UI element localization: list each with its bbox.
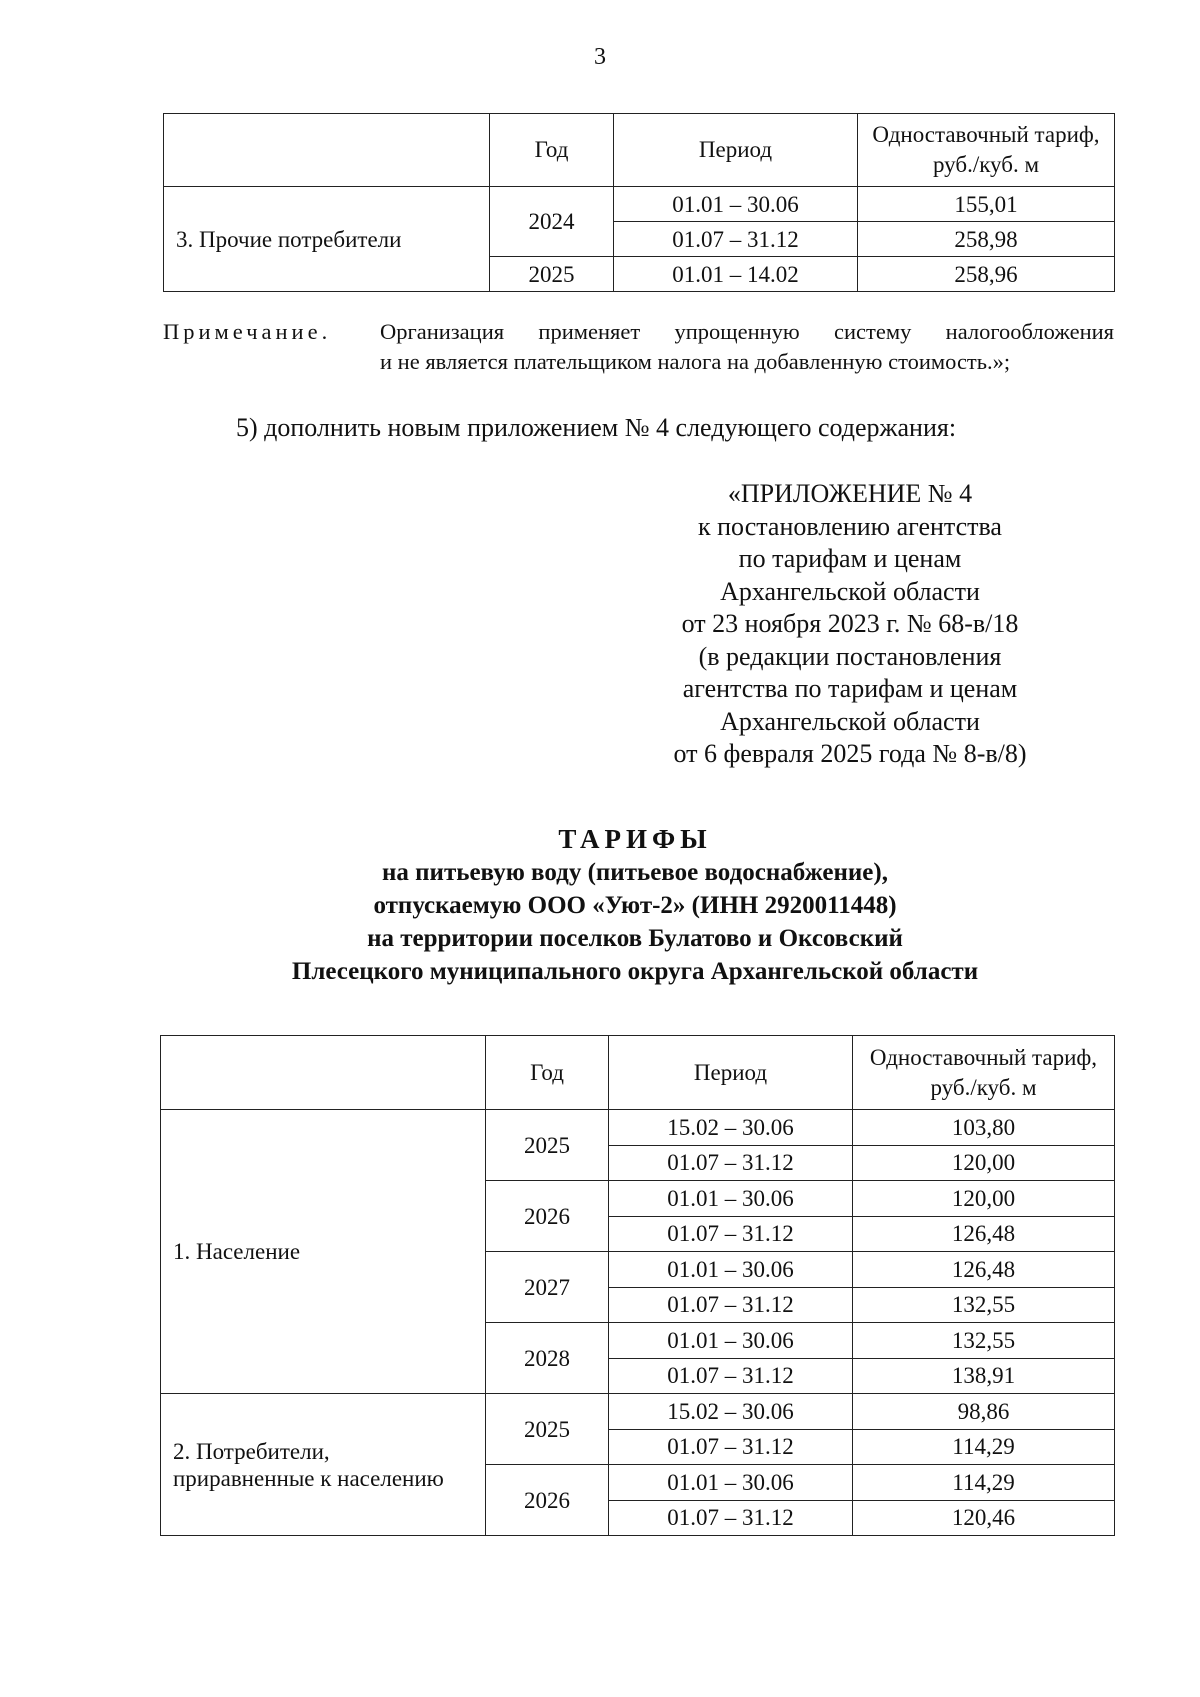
tariff-cell: 114,29 bbox=[853, 1429, 1115, 1465]
year-cell: 2025 bbox=[486, 1110, 609, 1181]
appendix-line: от 23 ноября 2023 г. № 68-в/18 bbox=[681, 609, 1019, 638]
year-cell: 2028 bbox=[486, 1323, 609, 1394]
appendix-line: по тарифам и ценам bbox=[738, 544, 962, 573]
tariff-cell: 258,96 bbox=[858, 257, 1115, 292]
year-cell: 2025 bbox=[486, 1394, 609, 1465]
header-year: Год bbox=[490, 114, 614, 187]
period-cell: 01.07 – 31.12 bbox=[609, 1500, 853, 1536]
period-cell: 01.01 – 30.06 bbox=[614, 187, 858, 222]
tariff-cell: 138,91 bbox=[853, 1358, 1115, 1394]
tariff-cell: 120,46 bbox=[853, 1500, 1115, 1536]
year-cell: 2026 bbox=[486, 1465, 609, 1536]
appendix-line: агентства по тарифам и ценам bbox=[682, 674, 1018, 703]
tariff-cell: 132,55 bbox=[853, 1287, 1115, 1323]
header-tariff-line1: Одноставочный тариф, bbox=[872, 122, 1100, 147]
period-cell: 01.07 – 31.12 bbox=[609, 1429, 853, 1465]
title-line: на питьевую воду (питьевое водоснабжение), bbox=[382, 859, 888, 886]
table-header-row bbox=[161, 1036, 1115, 1110]
category-line1: 2. Потребители, bbox=[173, 1438, 330, 1464]
note-line-1: Организация применяет упрощенную систему налогообложения bbox=[380, 319, 1114, 344]
appendix-line: Архангельской области bbox=[720, 706, 980, 736]
header-tariff bbox=[858, 114, 1115, 187]
period-cell: 01.01 – 14.02 bbox=[614, 257, 858, 292]
header-tariff bbox=[853, 1036, 1115, 1110]
year-cell: 2026 bbox=[486, 1181, 609, 1252]
category-cell bbox=[161, 1394, 486, 1536]
tariff-cell: 103,80 bbox=[853, 1110, 1115, 1146]
period-cell: 01.07 – 31.12 bbox=[609, 1358, 853, 1394]
period-cell: 01.01 – 30.06 bbox=[609, 1323, 853, 1359]
tariff-cell: 132,55 bbox=[853, 1323, 1115, 1359]
period-cell: 15.02 – 30.06 bbox=[609, 1110, 853, 1146]
tariff-cell: 114,29 bbox=[853, 1465, 1115, 1501]
appendix-header bbox=[600, 478, 1100, 771]
tariff-cell: 258,98 bbox=[858, 222, 1115, 257]
header-tariff-line1: Одноставочный тариф, bbox=[869, 1044, 1098, 1070]
category-line2: приравненные к населению bbox=[173, 1465, 444, 1491]
tariff-cell: 98,86 bbox=[853, 1394, 1115, 1430]
period-cell: 01.01 – 30.06 bbox=[609, 1252, 853, 1288]
tariff-cell: 120,00 bbox=[853, 1181, 1115, 1217]
title-line: на территории поселков Булатово и Оксовский bbox=[367, 925, 903, 952]
appendix-line: к постановлению агентства bbox=[698, 511, 1002, 541]
appendix-line: «ПРИЛОЖЕНИЕ № 4 bbox=[727, 479, 973, 508]
amendment-point-5: 5) дополнить новым приложением № 4 следующего содержания: bbox=[236, 413, 957, 442]
year-cell: 2027 bbox=[486, 1252, 609, 1323]
title-line: Плесецкого муниципального округа Архангельской области bbox=[291, 958, 979, 985]
header-year: Год bbox=[486, 1036, 609, 1110]
tariff-table-other-consumers bbox=[163, 113, 1115, 292]
appendix-line: (в редакции постановления bbox=[698, 641, 1002, 671]
appendix-line: Архангельской области bbox=[720, 576, 980, 606]
table-row bbox=[161, 1394, 1115, 1430]
document-title bbox=[0, 823, 1200, 988]
title-main: ТАРИФЫ bbox=[558, 824, 712, 854]
title-line: отпускаемую ООО «Уют-2» (ИНН 2920011448) bbox=[373, 892, 897, 919]
category-cell: 3. Прочие потребители bbox=[164, 187, 490, 292]
category-cell: 1. Население bbox=[161, 1110, 486, 1394]
period-cell: 01.01 – 30.06 bbox=[609, 1181, 853, 1217]
page-number: 3 bbox=[594, 44, 606, 70]
header-tariff-line2: руб./куб. м bbox=[930, 1074, 1037, 1100]
header-category-cell bbox=[164, 114, 490, 187]
period-cell: 01.07 – 31.12 bbox=[609, 1287, 853, 1323]
appendix-line: от 6 февраля 2025 года № 8-в/8) bbox=[673, 739, 1027, 768]
header-period: Период bbox=[609, 1036, 853, 1110]
note-line-2: и не является плательщиком налога на добавленную стоимость.»; bbox=[380, 349, 1011, 374]
tariff-cell: 126,48 bbox=[853, 1216, 1115, 1252]
tariff-cell: 126,48 bbox=[853, 1252, 1115, 1288]
period-cell: 01.07 – 31.12 bbox=[614, 222, 858, 257]
period-cell: 01.07 – 31.12 bbox=[609, 1145, 853, 1181]
tariff-cell: 120,00 bbox=[853, 1145, 1115, 1181]
table-row bbox=[164, 187, 1115, 222]
header-category-cell bbox=[161, 1036, 486, 1110]
header-period: Период bbox=[614, 114, 858, 187]
year-cell: 2024 bbox=[490, 187, 614, 257]
period-cell: 01.07 – 31.12 bbox=[609, 1216, 853, 1252]
header-tariff-line2: руб./куб. м bbox=[932, 152, 1040, 177]
tariff-table-uyut-2 bbox=[160, 1035, 1115, 1536]
period-cell: 01.01 – 30.06 bbox=[609, 1465, 853, 1501]
table-header-row bbox=[164, 114, 1115, 187]
table-row bbox=[161, 1110, 1115, 1146]
period-cell: 15.02 – 30.06 bbox=[609, 1394, 853, 1430]
tariff-cell: 155,01 bbox=[858, 187, 1115, 222]
note-label: Примечание. bbox=[163, 319, 332, 344]
year-cell: 2025 bbox=[490, 257, 614, 292]
